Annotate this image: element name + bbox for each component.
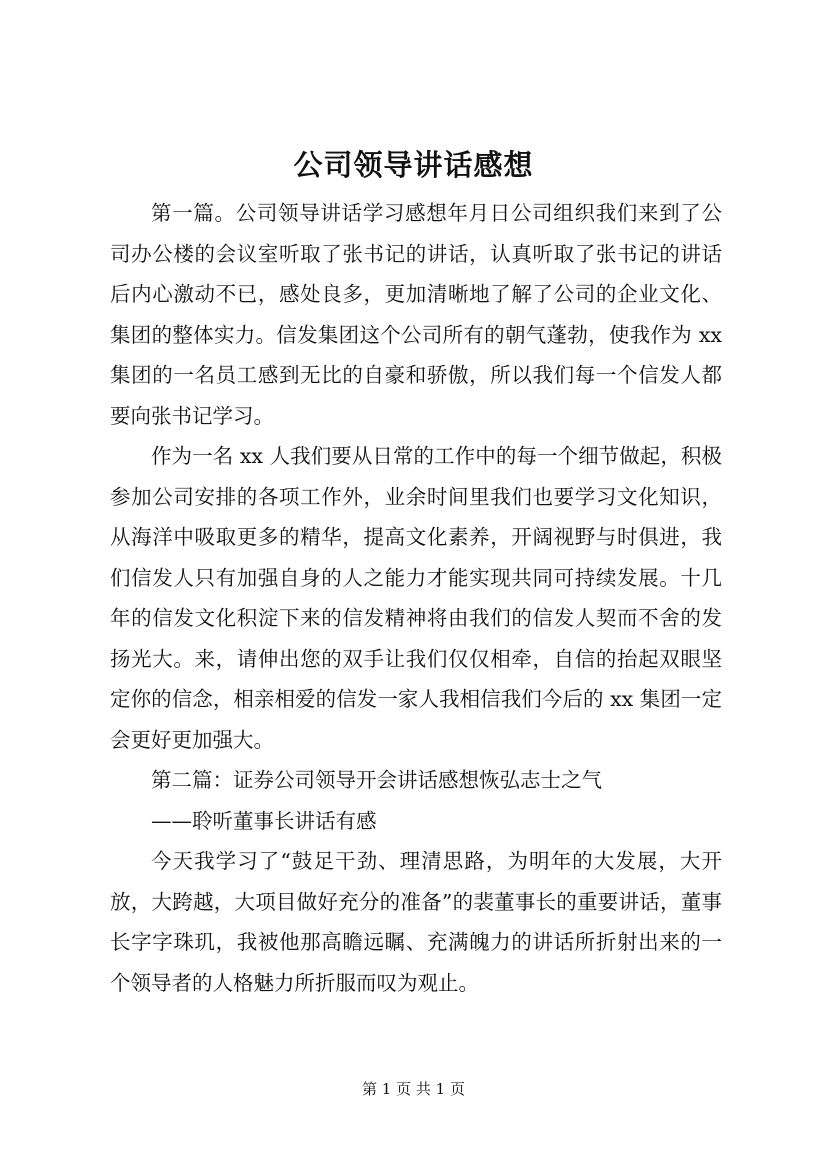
section-subtitle: ——聆听董事长讲话有感 <box>151 808 377 833</box>
paragraph-3: 今天我学习了“鼓足干劲、理清思路，为明年的大发展，大开放，大跨越，大项目做好充分的准备”的裴董事长的重要讲话，董事长字字珠玑，我被他那高瞻远瞩、充满魄力的讲话所折射出来的一个领导者的人格魅力所折服而叹为观止。 <box>110 849 722 995</box>
page-number-footer: 第 1 页 共 1 页 <box>362 1080 465 1098</box>
paragraph-1: 第一篇。公司领导讲话学习感想年月日公司组织我们来到了公司办公楼的会议室听取了张书记的讲话，认真听取了张书记的讲话后内心激动不已，感处良多，更加清晰地了解了公司的企业文化、集团的整体实力。信发集团这个公司所有的朝气蓬勃，使我作为 xx 集团的一名员工感到无比的自豪和骄傲，所以我们每一个信发人都要向张书记学习。 <box>110 201 722 428</box>
section-heading-2: 第二篇：证券公司领导开会讲话感想恢弘志士之气 <box>151 768 602 792</box>
document-body <box>110 193 722 1003</box>
paragraph-2: 作为一名 xx 人我们要从日常的工作中的每一个细节做起，积极参加公司安排的各项工作外，业余时间里我们也要学习文化知识，从海洋中吸取更多的精华，提高文化素养，开阔视野与时俱进，我们信发人只有加强自身的人之能力才能实现共同可持续发展。十几年的信发文化积淀下来的信发精神将由我们的信发人契而不舍的发扬光大。来，请伸出您的双手让我们仅仅相牵，自信的抬起双眼坚定你的信念，相亲相爱的信发一家人我相信我们今后的 xx 集团一定会更好更加强大。 <box>110 444 722 752</box>
document-title: 公司领导讲话感想 <box>293 148 534 182</box>
